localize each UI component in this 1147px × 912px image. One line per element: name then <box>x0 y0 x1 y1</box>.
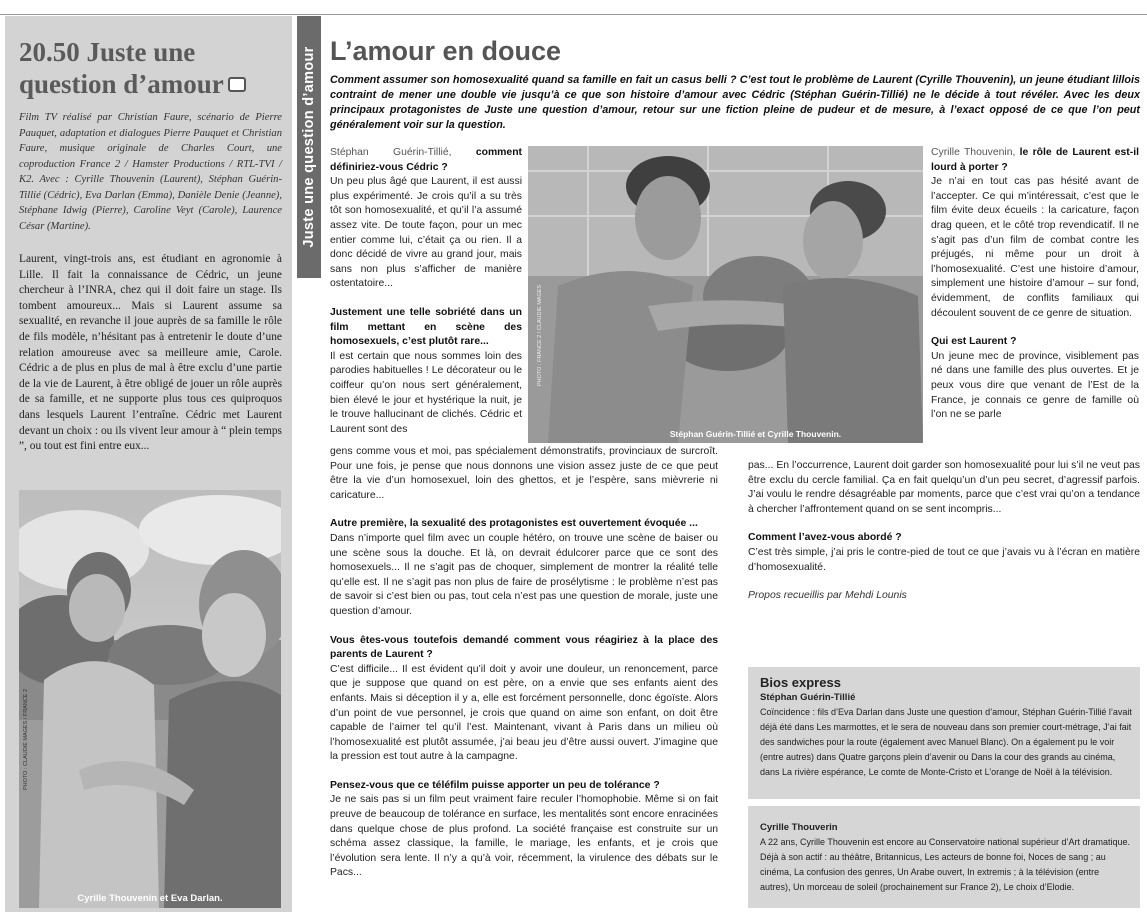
photo-thouvenin-darlan-image <box>19 490 281 908</box>
bio-box-thouvenin <box>748 806 1140 908</box>
answer-2a: Il est certain que nous sommes loin des parodies habituelles ! Le décorateur ou le coiffeur qu’on nous sert généralement, bien élevé le jour et hystérique la nuit, je le trouve hallucinant de clichés. Cédric et Laurent sont des <box>330 350 522 435</box>
tv-icon <box>228 77 246 92</box>
question-8: Comment l’avez-vous abordé ? <box>748 532 902 544</box>
answer-7b: pas... En l’occurrence, Laurent doit garder son homosexualité pour lui s’il ne veut pas être exclu du cercle familial. Ça en fait quelqu’un d’un peu secret, d’agressif parfois. J’ai voulu le rendre désagréable par moments, parce que c’est vrai qu’on a tendance à chercher l’affrontement quand on se sent incompris... <box>748 460 1140 515</box>
author-signature: Propos recueillis par Mehdi Lounis <box>748 590 907 602</box>
answer-8: C’est très simple, j’ai pris le contre-pied de tout ce que j’avais vu à l’écran en matière d’homosexualité. <box>748 546 1140 573</box>
photo-caption-main: Stéphan Guérin-Tillié et Cyrille Thouvenin. <box>669 429 842 439</box>
photo-credit: PHOTO : CLAUDIE MAGES / FRANCE 2 <box>23 688 29 790</box>
program-synopsis: Laurent, vingt-trois ans, est étudiant en agronomie à Lille. Il fait la connaissance de Cédric, un jeune chercheur à l’INRA, chez qui il doit faire un stage. Ils tombent amoureux... Mais si Laurent assume sa sexualité, en revanche il joue auprès de sa famille le rôle de fils modèle, n’hésitant pas à entretenir le doute d’une relation amoureuse avec sa meilleure amie, Carole. Cédric a de plus en plus de mal à être exclu d’une partie de la vie de Laurent, à être obligé de jouer un rôle auprès de sa famille, et ne supporte plus tous ces quiproquos dans lesquels Laurent l’entraîne. Cédric met Laurent devant un choix : ou ils vivent leur amour à “ plein temps ”, ou tout est fini entre eux... <box>19 253 282 453</box>
article-intro: Comment assumer son homosexualité quand sa famille en fait un casus belli ? C’est tout le problème de Laurent (Cyrille Thouvenin), un jeune étudiant lillois contraint de mener une double vie jusqu’à ce que son histoire d’amour avec Cédric (Stéphan Guérin-Tillié) ne le décide à tout révéler. Avec les deux principaux protagonistes de Juste une question d’amour, retour sur une fiction pleine de pudeur et de mesure, à l’exact opposé de ce que l’on peut généralement voir sur la question. <box>330 74 1140 131</box>
program-credits: Film TV réalisé par Christian Faure, scénario de Pierre Pauquet, adaptation et dialogues Pierre Pauquet et Christian Faure, musique originale de Charles Court, une coproduction France 2 / Hamster Productions / RTL-TVI / K2. Avec : Cyrille Thouvenin (Laurent), Stéphan Guérin-Tillié (Cédric), Eva Darlan (Emma), Danièle Denie (Jeanne), Stéphane Idwig (Pierre), Caroline Veyt (Carole), Laurence César (Martine). <box>19 112 282 232</box>
vertical-banner-text: Juste une question d’amour <box>301 46 317 248</box>
photo-guerin-thouvenin <box>528 146 923 443</box>
question-3: Autre première, la sexualité des protagonistes est ouvertement évoquée ... <box>330 518 698 530</box>
question-1 <box>330 146 522 175</box>
answer-7a: Un jeune mec de province, visiblement pas né dans une famille des plus ouvertes. Et je peux vous dire que venant de l’Est de la France, je connais ce genre de famille où l’on ne se parle <box>931 350 1139 421</box>
bio-2-name: Cyrille Thouverin <box>760 822 838 833</box>
question-4: Vous êtes-vous toutefois demandé comment vous réagiriez à la place des parents de Laurent ? <box>330 634 718 661</box>
question-7: Qui est Laurent ? <box>931 336 1017 348</box>
bio-box-guerin-tillie <box>748 667 1140 799</box>
top-rule <box>0 14 1147 15</box>
answer-2b: gens comme vous et moi, pas spécialement démonstratifs, provinciaux de surcroît. Pour une fois, je pense que nous donnons une vision assez juste de ce que peut être la vie d’un homosexuel, loin des ghettos, et je l’espère, sans mièvrerie ni caricature... <box>330 446 718 501</box>
answer-3: Dans n’importe quel film avec un couple hétéro, on trouve une scène de baiser ou une scène sous la douche. Et là, on devrait édulcorer parce que ce sont des homosexuels... Il ne s’agit pas de choquer, simplement de montrer la réalité telle qu’elle est. Il ne s’agit pas non plus de faire de prosélytisme : le problème n’est pas de savoir si c’est bien ou pas, tout cela n’est pas une question de morale, juste une question d’amour. <box>330 532 718 617</box>
program-title <box>19 36 279 100</box>
answer-1: Un peu plus âgé que Laurent, il est aussi plus expérimenté. Je crois qu’il a su très tôt son homosexualité, et qu’il l’a assumé assez vite. De toute façon, pour un mec entier comme lui, c’était ça ou rien. Il a donc décidé de vivre au grand jour, mais sans non plus s’afficher de manière ostentatoire... <box>330 176 522 290</box>
photo-credit-main: PHOTO : FRANCE 2 / CLAUDIE MAGES <box>537 284 543 386</box>
question-6-text: le rôle de Laurent est-il lourd à porter ? <box>931 147 1140 173</box>
photo-guerin-thouvenin-image <box>528 146 923 443</box>
answer-6: Je n’ai en tout cas pas hésité avant de l’accepter. Ce qui m’intéressait, c’est que le film évite deux écueils : la caricature, façon drag queen, et le côté trop revendicatif. Il ne s’agit pas d’un film de combat contre les préjugés, ni même pour un droit à l’homosexualité. C’est une histoire d’amour, simplement une histoire d’amour – sur fond, évidemment, de conflits familiaux qui découlent souvent de ce genre de situation. <box>931 176 1139 319</box>
question-2: Justement une telle sobriété dans un film mettant en scène des homosexuels, c’est plutôt rare... <box>330 306 522 348</box>
question-1-name: Stéphan Guérin-Tillié, <box>330 147 452 158</box>
question-5: Pensez-vous que ce téléfilm puisse apporter un peu de tolérance ? <box>330 779 660 791</box>
answer-4: C’est difficile... Il est évident qu’il doit y avoir une douleur, un renoncement, parce que je suppose que quand on est père, on a envie que ses enfants aient des enfants. Mais si déception il y a, elle est forcément personnelle, donc égoïste. Alors d’un point de vue personnel, je crois que quand on aime son enfant, on doit être capable de l’aimer tel qu’il l’est. Maintenant, vivant à Paris dans un milieu où l’homosexualité est plutôt assumée, j’ai beau jeu d’être aussi ouvert. J’imagine que la pression est tout autre à la campagne. <box>330 663 718 763</box>
program-title-line2: question d’amour <box>19 69 224 99</box>
bios-title: Bios express <box>760 675 841 690</box>
answer-5: Je ne sais pas si un film peut vraiment faire reculer l’homophobie. Même si on fait preuve de beaucoup de tolérance en surface, les mentalités sont encore enracinées dans quelque chose de plus profond. La société française est construite sur un schéma assez classique, la famille, le mariage, les enfants, et je crois que l’évolution sera lente. Il n’y a qu’à voir, récemment, la virulence des débats sur le Pacs... <box>330 794 718 879</box>
interview-column-3-bottom <box>748 459 1140 604</box>
vertical-banner-label <box>297 16 321 278</box>
question-6-name: Cyrille Thouvenin, <box>931 147 1016 158</box>
bio-2-text: A 22 ans, Cyrille Thouvenin est encore au Conservatoire national supérieur d’Art dramatique. Déjà à son actif : au théâtre, Britannicus, Les acteurs de bonne foi, Noces de sang ; au cinéma, La confusion des genres, Un Arabe ouvert, In extremis ; à la télévision (entre autres), Un morceau de soleil (prochainement sur France 2), Le choix d’Elodie. <box>760 837 1131 892</box>
photo-thouvenin-darlan <box>19 490 281 908</box>
interview-column-1-top <box>330 146 522 437</box>
program-title-line1: 20.50 Juste une <box>19 37 196 67</box>
bio-1-text: Coïncidence : fils d’Eva Darlan dans Juste une question d’amour, Stéphan Guérin-Tillié l’avait déjà été dans Les marmottes, et le sera de nouveau dans son premier court-métrage, J’ai fait des sandwiches pour la route (également avec Manuel Blanc). On a également pu le voir (entre autres) dans Quatre garçons plein d’avenir ou Dans la cour des grands au cinéma, dans La rivière espérance, Le comte de Monte-Cristo et L’orange de Noël à la télévision. <box>760 707 1132 777</box>
bio-1-name: Stéphan Guérin-Tillié <box>760 692 856 703</box>
photo-caption: Cyrille Thouvenin et Eva Darlan. <box>77 893 223 904</box>
question-1-text: comment définiriez-vous Cédric ? <box>330 147 523 173</box>
article-title: L’amour en douce <box>330 36 562 66</box>
question-6 <box>931 146 1139 175</box>
interview-column-1-bottom <box>330 445 718 881</box>
interview-column-3-top <box>931 146 1139 423</box>
